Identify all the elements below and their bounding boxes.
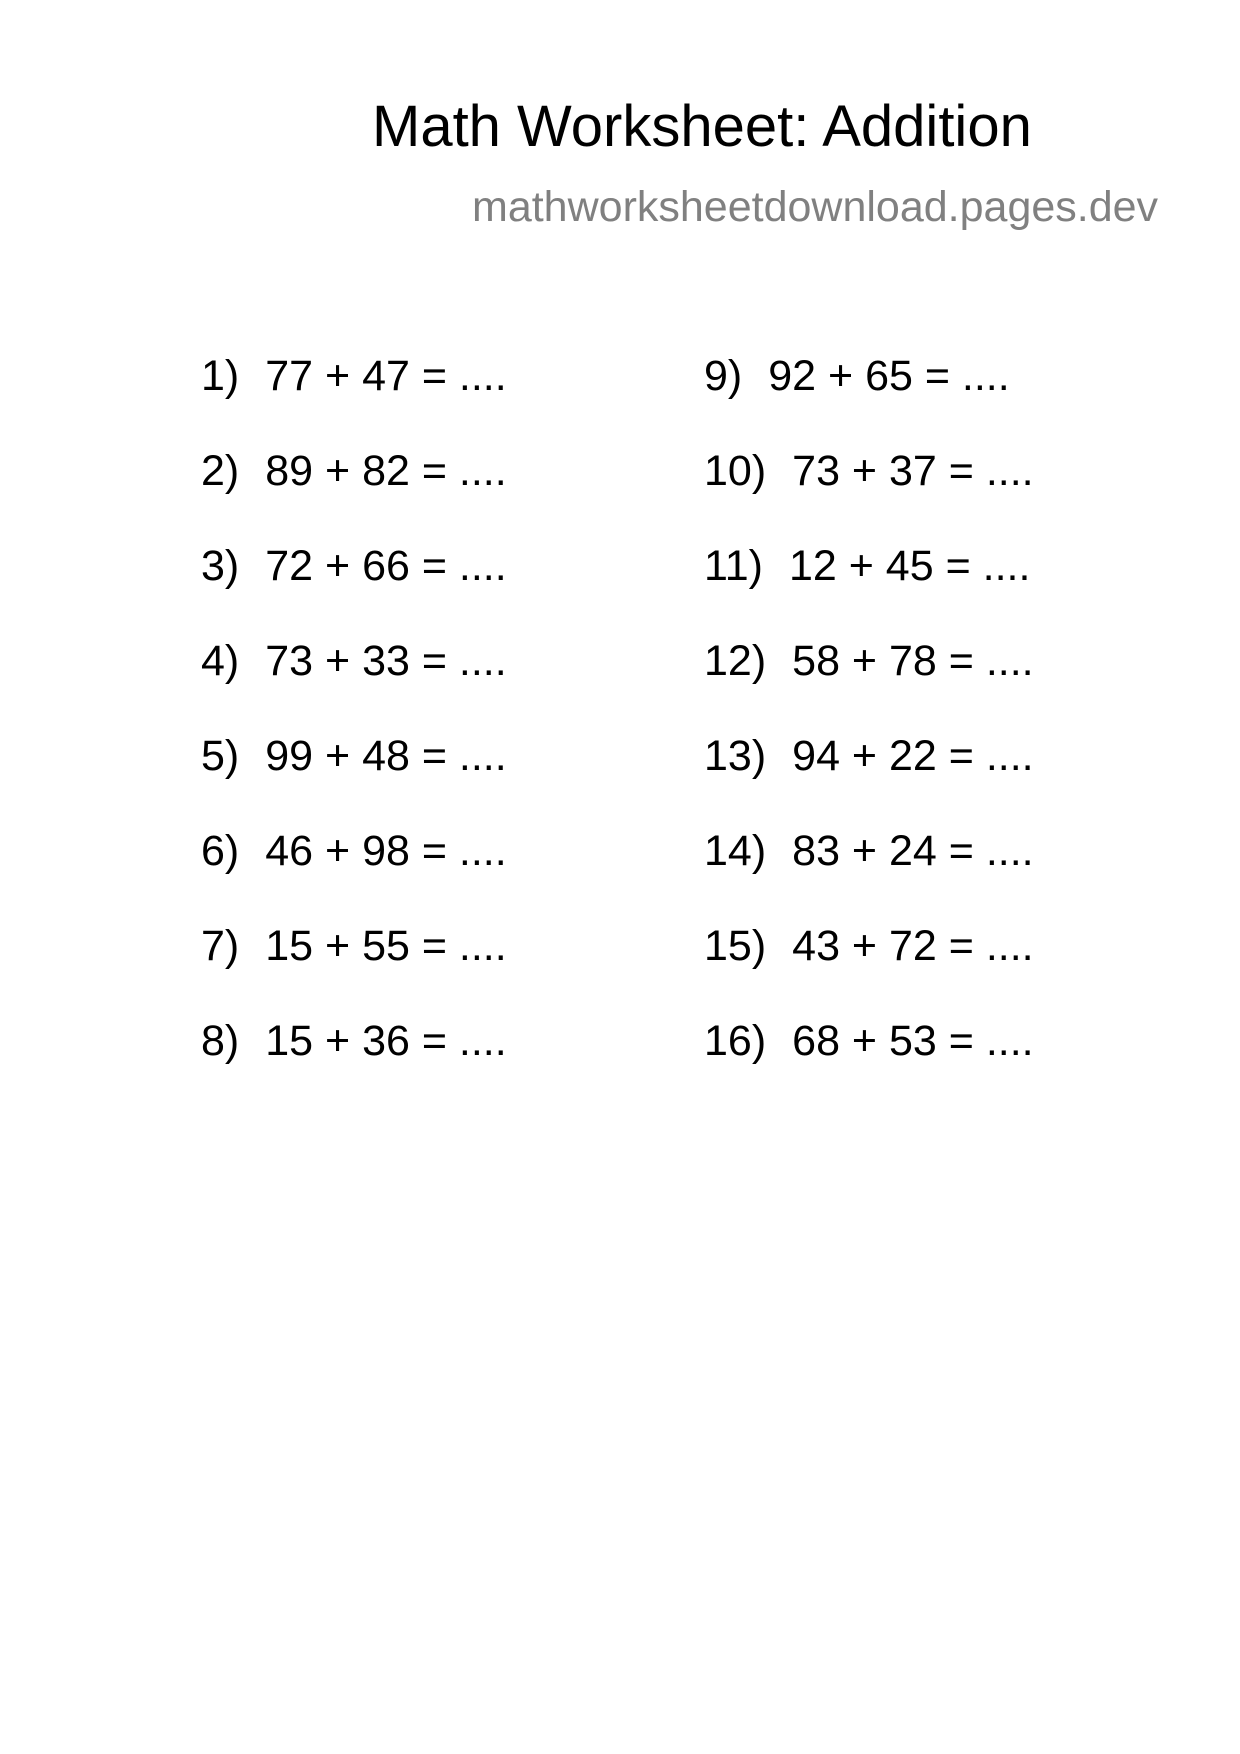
problem-number: 8) bbox=[201, 1017, 240, 1065]
problem-expression: 73 + 33 = .... bbox=[265, 637, 507, 685]
problem-item bbox=[201, 542, 507, 640]
problem-item bbox=[201, 827, 507, 925]
problem-item bbox=[704, 827, 1034, 925]
problem-number: 10) bbox=[704, 447, 767, 495]
page-title: Math Worksheet: Addition bbox=[372, 94, 1032, 159]
problem-item bbox=[201, 637, 507, 735]
problem-number: 5) bbox=[201, 732, 240, 780]
problem-expression: 68 + 53 = .... bbox=[792, 1017, 1034, 1065]
problem-expression: 46 + 98 = .... bbox=[265, 827, 507, 875]
problem-expression: 15 + 36 = .... bbox=[265, 1017, 507, 1065]
problem-expression: 15 + 55 = .... bbox=[265, 922, 507, 970]
problem-number: 15) bbox=[704, 922, 767, 970]
problem-item bbox=[201, 732, 507, 830]
problem-number: 13) bbox=[704, 732, 767, 780]
problem-number: 4) bbox=[201, 637, 240, 685]
problem-expression: 77 + 47 = .... bbox=[265, 352, 507, 400]
problem-expression: 58 + 78 = .... bbox=[792, 637, 1034, 685]
problem-item bbox=[704, 352, 1034, 450]
problem-item bbox=[704, 922, 1034, 1020]
problem-item bbox=[704, 732, 1034, 830]
problem-expression: 89 + 82 = .... bbox=[265, 447, 507, 495]
problem-item bbox=[704, 1017, 1034, 1115]
problem-number: 3) bbox=[201, 542, 240, 590]
problem-column-right bbox=[704, 352, 1034, 1115]
problem-number: 2) bbox=[201, 447, 240, 495]
problem-expression: 43 + 72 = .... bbox=[792, 922, 1034, 970]
source-url: mathworksheetdownload.pages.dev bbox=[472, 183, 1159, 231]
problem-expression: 12 + 45 = .... bbox=[788, 542, 1031, 590]
problem-item bbox=[704, 447, 1034, 545]
problem-item bbox=[704, 637, 1034, 735]
problem-expression: 73 + 37 = .... bbox=[792, 447, 1034, 495]
problem-number: 11) bbox=[704, 542, 763, 590]
problem-number: 16) bbox=[704, 1017, 767, 1065]
problem-number: 1) bbox=[201, 352, 240, 400]
problem-column-left bbox=[201, 352, 507, 1115]
problem-number: 14) bbox=[704, 827, 767, 875]
problem-number: 9) bbox=[704, 352, 743, 400]
problem-item bbox=[201, 447, 507, 545]
problem-number: 6) bbox=[201, 827, 240, 875]
problem-expression: 92 + 65 = .... bbox=[768, 352, 1010, 400]
problem-number: 7) bbox=[201, 922, 240, 970]
problem-expression: 99 + 48 = .... bbox=[265, 732, 507, 780]
problem-expression: 83 + 24 = .... bbox=[792, 827, 1034, 875]
problem-expression: 94 + 22 = .... bbox=[792, 732, 1034, 780]
problem-expression: 72 + 66 = .... bbox=[265, 542, 507, 590]
problem-item bbox=[201, 1017, 507, 1115]
problem-item bbox=[704, 542, 1034, 640]
problem-item bbox=[201, 922, 507, 1020]
problem-item bbox=[201, 352, 507, 450]
problem-number: 12) bbox=[704, 637, 767, 685]
